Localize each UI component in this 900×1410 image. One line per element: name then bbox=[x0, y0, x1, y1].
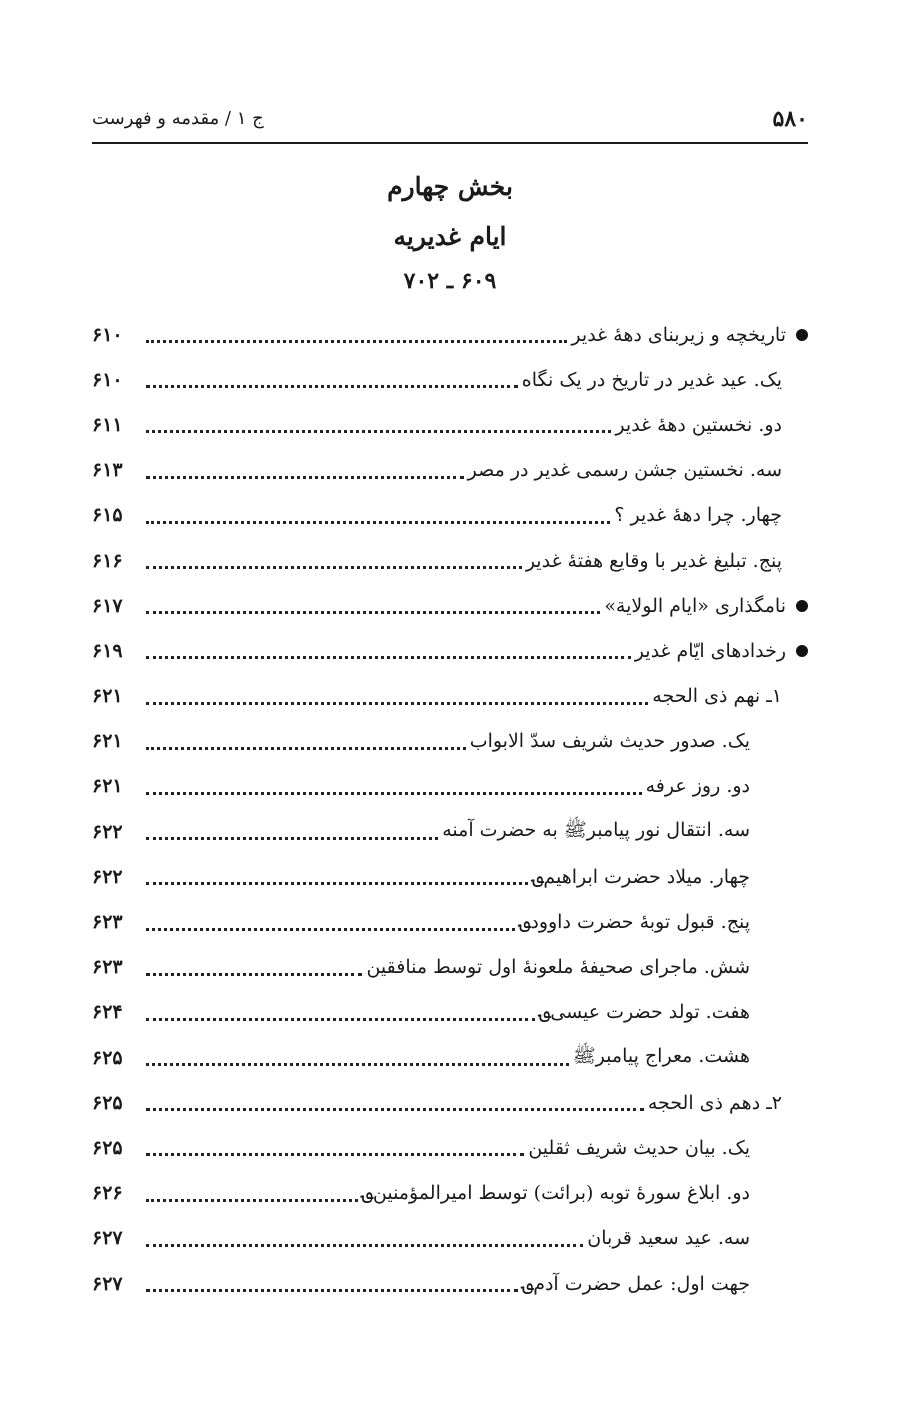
toc-entry bbox=[92, 493, 808, 538]
toc-entry-page: ۶۱۹ bbox=[92, 639, 123, 662]
toc-entry-page: ۶۲۷ bbox=[92, 1272, 123, 1295]
dot-leader bbox=[146, 817, 438, 840]
toc-entry bbox=[92, 764, 808, 809]
toc-entry-title: یک. صدور حدیث شریف سدّ الابواب bbox=[469, 730, 750, 753]
dot-leader bbox=[146, 365, 518, 388]
toc-entry-page: ۶۲۵ bbox=[92, 1091, 123, 1114]
toc-entry-page: ۶۲۱ bbox=[92, 775, 123, 798]
toc-entry-page: ۶۲۲ bbox=[92, 820, 123, 843]
toc-entry bbox=[92, 628, 808, 673]
dot-leader bbox=[146, 682, 648, 705]
toc-entry bbox=[92, 1261, 808, 1306]
toc-entry-title: یک. عید غدیر در تاریخ در یک نگاه bbox=[521, 368, 782, 391]
toc-entry-page: ۶۲۶ bbox=[92, 1182, 123, 1205]
dot-leader bbox=[146, 862, 528, 885]
dot-leader bbox=[146, 1179, 358, 1202]
dot-leader bbox=[146, 953, 362, 976]
section-heading: ایام غدیریه bbox=[393, 222, 507, 251]
toc-entry-page: ۶۱۰ bbox=[92, 323, 123, 346]
toc-entry-page: ۶۱۰ bbox=[92, 368, 123, 391]
toc-entry bbox=[92, 357, 808, 402]
toc-entry-page: ۶۲۱ bbox=[92, 685, 123, 708]
toc-entry-title: رخدادهای ایّام غدیر bbox=[634, 639, 786, 662]
toc-entry-title: هشت. معراج پیامبرﷺ bbox=[572, 1044, 750, 1067]
bullet-icon bbox=[796, 329, 808, 341]
toc-entry-page: ۶۱۵ bbox=[92, 504, 123, 527]
toc-entry-page: ۶۲۱ bbox=[92, 730, 123, 753]
toc-entry-title: هفت. تولد حضرت عیسی؈ bbox=[539, 1001, 750, 1024]
bullet-icon bbox=[796, 645, 808, 657]
toc-entry bbox=[92, 1080, 808, 1125]
toc-entry bbox=[92, 1171, 808, 1216]
toc-entry bbox=[92, 312, 808, 357]
toc-entry-title: ۱ـ نهم ذی الحجه bbox=[652, 685, 782, 708]
toc-entry bbox=[92, 809, 808, 854]
dot-leader bbox=[146, 1224, 583, 1247]
toc-entry bbox=[92, 1216, 808, 1261]
dot-leader bbox=[146, 1133, 524, 1156]
toc-entry-title: چهار. میلاد حضرت ابراهیم؈ bbox=[532, 865, 750, 888]
toc-entry bbox=[92, 854, 808, 899]
dot-leader bbox=[146, 772, 642, 795]
dot-leader bbox=[146, 998, 535, 1021]
toc-entry-page: ۶۲۲ bbox=[92, 865, 123, 888]
toc-entry-title: تاریخچه و زیربنای دهۀ غدیر bbox=[571, 323, 786, 346]
dot-leader bbox=[146, 1088, 644, 1111]
toc-entry bbox=[92, 538, 808, 583]
toc-entry-title: سه. انتقال نور پیامبرﷺ به حضرت آمنه bbox=[442, 818, 750, 841]
toc-entry-title: پنج. تبلیغ غدیر با وقایع هفتۀ غدیر bbox=[525, 549, 782, 572]
toc-entry-page: ۶۲۳ bbox=[92, 956, 123, 979]
toc-entry-title: دو. روز عرفه bbox=[645, 775, 750, 798]
toc-entry bbox=[92, 990, 808, 1035]
toc-entry-title: جهت اول: عمل حضرت آدم؈ bbox=[522, 1272, 750, 1295]
running-title: ج ۱ / مقدمه و فهرست bbox=[92, 108, 264, 129]
toc-entry-page: ۶۱۱ bbox=[92, 413, 123, 436]
toc-entry bbox=[92, 448, 808, 493]
toc-entry-page: ۶۱۷ bbox=[92, 594, 123, 617]
toc-entry-page: ۶۲۴ bbox=[92, 1001, 123, 1024]
toc-entry bbox=[92, 583, 808, 628]
table-of-contents bbox=[92, 312, 808, 1306]
dot-leader bbox=[146, 320, 567, 343]
toc-entry bbox=[92, 1035, 808, 1080]
dot-leader bbox=[146, 456, 464, 479]
part-heading: بخش چهارم bbox=[387, 172, 513, 201]
bullet-icon bbox=[796, 600, 808, 612]
dot-leader bbox=[146, 727, 466, 750]
page-number: ۵۸۰ bbox=[772, 106, 808, 132]
toc-entry bbox=[92, 945, 808, 990]
page-range: ۶۰۹ ـ ۷۰۲ bbox=[403, 268, 497, 294]
toc-entry-page: ۶۲۳ bbox=[92, 911, 123, 934]
dot-leader bbox=[146, 1043, 569, 1066]
dot-leader bbox=[146, 546, 522, 569]
dot-leader bbox=[146, 591, 600, 614]
toc-entry bbox=[92, 899, 808, 944]
toc-entry-page: ۶۱۳ bbox=[92, 459, 123, 482]
page-header bbox=[92, 88, 808, 144]
toc-entry-page: ۶۱۶ bbox=[92, 549, 123, 572]
toc-entry-title: دو. ابلاغ سورۀ توبه (برائت) توسط امیرالمؤمنین؈ bbox=[361, 1182, 750, 1205]
dot-leader bbox=[146, 501, 610, 524]
dot-leader bbox=[146, 410, 611, 433]
toc-entry-page: ۶۲۵ bbox=[92, 1136, 123, 1159]
toc-entry-title: چهار. چرا دهۀ غدیر ؟ bbox=[614, 504, 782, 527]
dot-leader bbox=[146, 908, 515, 931]
toc-entry-title: سه. نخستین جشن رسمی غدیر در مصر bbox=[467, 459, 782, 482]
toc-entry-title: ۲ـ دهم ذی الحجه bbox=[647, 1091, 782, 1114]
toc-entry-title: شش. ماجرای صحیفۀ ملعونۀ اول توسط منافقین bbox=[366, 956, 750, 979]
dot-leader bbox=[146, 636, 631, 659]
toc-entry-page: ۶۲۷ bbox=[92, 1227, 123, 1250]
toc-entry-title: دو. نخستین دهۀ غدیر bbox=[615, 413, 782, 436]
toc-entry bbox=[92, 402, 808, 447]
toc-entry-title: یک. بیان حدیث شریف ثقلین bbox=[528, 1136, 750, 1159]
toc-entry bbox=[92, 1125, 808, 1170]
toc-entry-title: سه. عید سعید قربان bbox=[587, 1227, 750, 1250]
toc-entry-page: ۶۲۵ bbox=[92, 1046, 123, 1069]
dot-leader bbox=[146, 1269, 518, 1292]
toc-entry bbox=[92, 674, 808, 719]
toc-entry bbox=[92, 719, 808, 764]
toc-entry-title: پنج. قبول توبۀ حضرت داوود؈ bbox=[519, 911, 750, 934]
toc-entry-title: نامگذاری «ایام الولایة» bbox=[604, 594, 786, 617]
